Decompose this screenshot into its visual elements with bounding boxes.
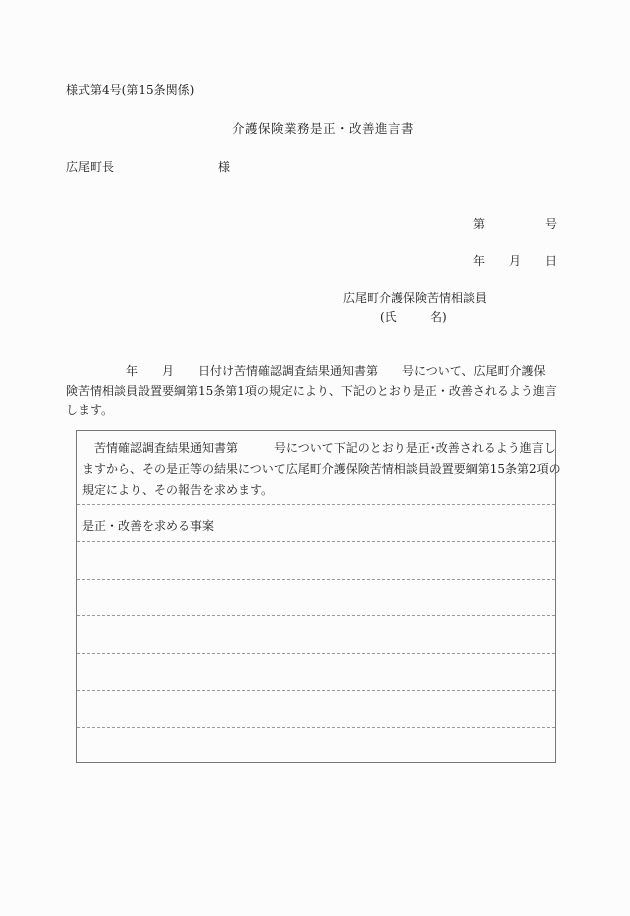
box-intro-line: 規定により、その報告を求めます。 xyxy=(82,483,274,497)
body-paragraph xyxy=(66,362,558,421)
sender-name xyxy=(380,311,460,325)
entry-row[interactable] xyxy=(77,654,555,690)
addressee-name: 広尾町長 xyxy=(66,160,115,174)
reference-number xyxy=(473,218,563,232)
date-year: 年 xyxy=(473,254,486,268)
entry-row[interactable] xyxy=(77,616,555,653)
box-intro-line: ますから、その是正等の結果について広尾町介護保険苦情相談員設置要綱第15条第2項の xyxy=(82,462,561,476)
box-intro xyxy=(82,438,561,501)
sender-name-close: 名) xyxy=(430,310,447,324)
date-month: 月 xyxy=(509,254,522,268)
sender-title: 広尾町介護保険苦情相談員 xyxy=(343,291,488,305)
entry-row[interactable] xyxy=(77,580,555,615)
addressee-honorific: 様 xyxy=(218,160,231,174)
sender-name-open: (氏 xyxy=(380,310,397,324)
dashed-divider xyxy=(77,504,555,505)
entry-row[interactable] xyxy=(77,691,555,727)
document-title: 介護保険業務是正・改善進言書 xyxy=(232,121,415,136)
recommendation-box xyxy=(76,430,561,763)
body-line: 年 月 日付け苦情確認調査結果通知書第 号について、広尾町介護保 xyxy=(66,364,546,378)
section-label: 是正・改善を求める事案 xyxy=(82,519,215,533)
form-number: 様式第4号(第15条関係) xyxy=(66,83,195,97)
body-line: します。 xyxy=(66,403,114,417)
issue-date xyxy=(473,255,563,269)
reference-prefix: 第 xyxy=(473,217,486,231)
reference-suffix: 号 xyxy=(545,217,558,231)
box-intro-line: 苦情確認調査結果通知書第 号について下記のとおり是正･改善されるよう進言し xyxy=(82,441,556,455)
date-day: 日 xyxy=(545,254,558,268)
entry-row[interactable] xyxy=(77,542,555,579)
entry-row[interactable] xyxy=(77,728,555,762)
body-line: 険苦情相談員設置要綱第15条第1項の規定により、下記のとおり是正・改善されるよう進言 xyxy=(66,383,557,398)
